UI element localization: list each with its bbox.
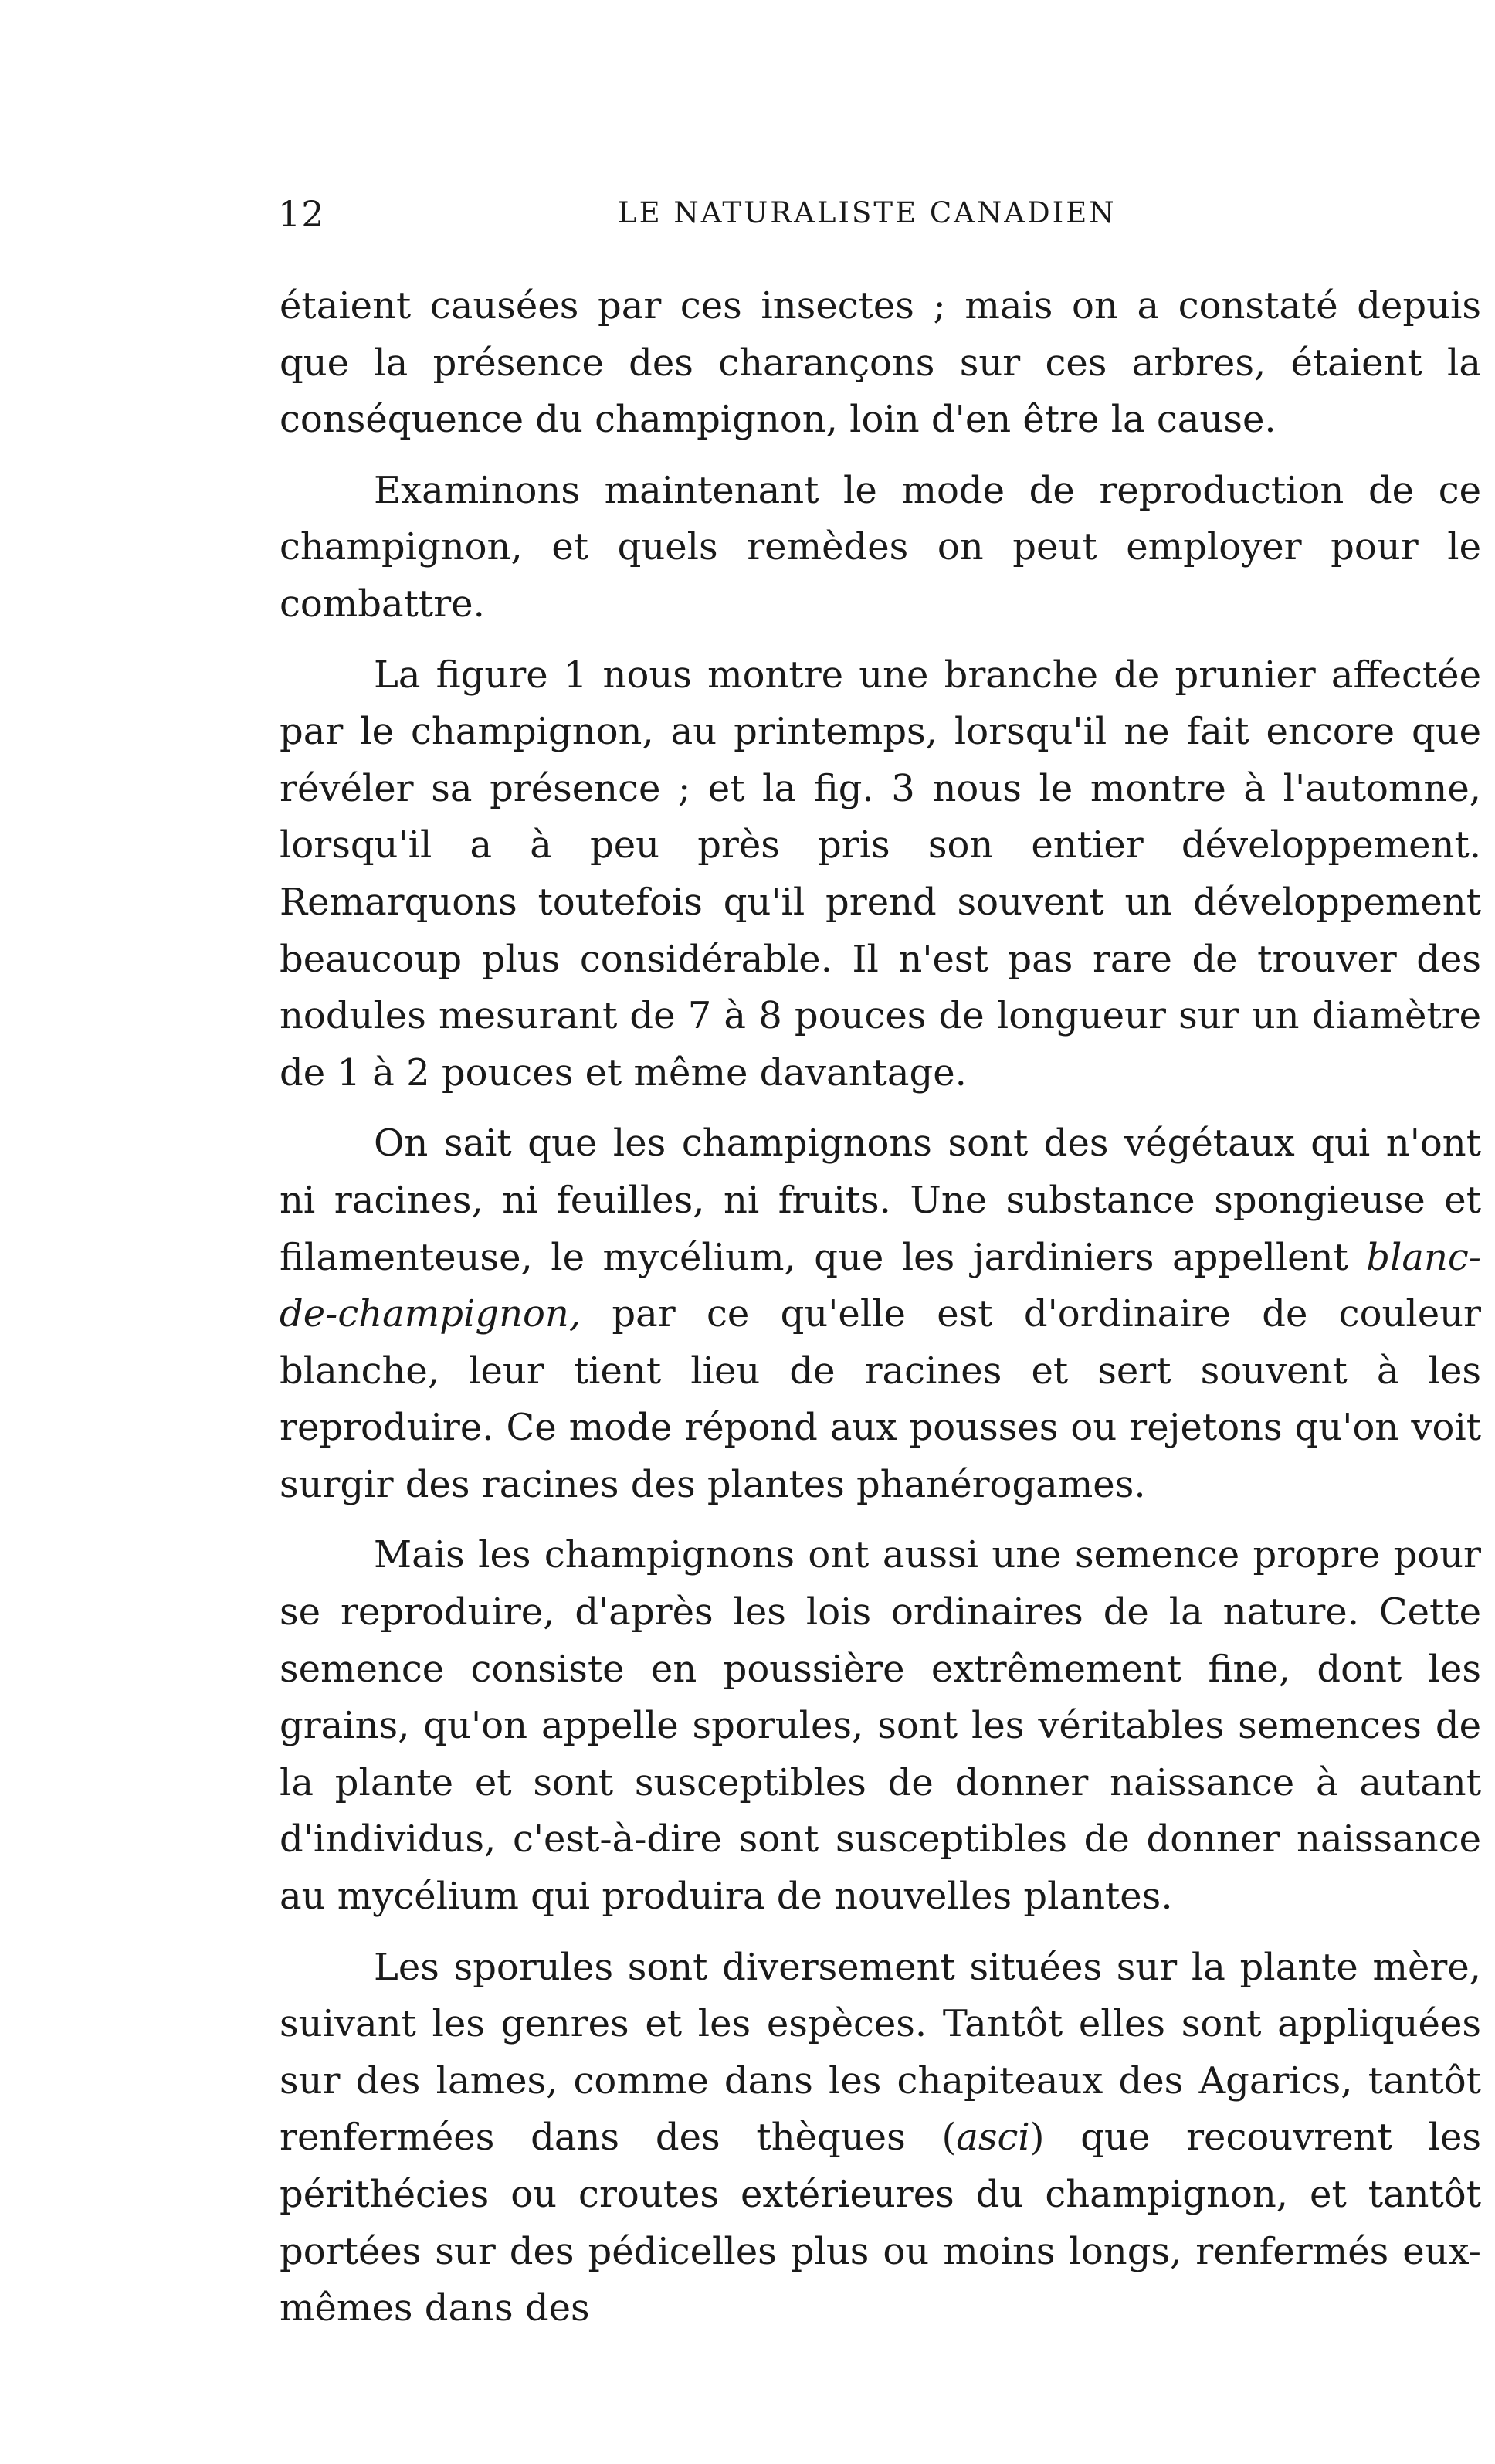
paragraph-6-text-after: ) que recouvrent les périthécies ou croutes extérieures du champignon, et tantôt portées sur des pédicelles plus ou moins longs, renfermés eux-mêmes dans des: [280, 2116, 1482, 2330]
paragraph-6-text-before: Les sporules sont diversement situées sur la plante mère, suivant les genres et les espèces. Tantôt elles sont appliquées sur des lames, comme dans les chapiteaux des Agarics, tantôt renfermées dans des thèques (: [280, 1945, 1481, 2160]
paragraph-6: [280, 1940, 1481, 2337]
paragraph-3: La figure 1 nous montre une branche de prunier affectée par le champignon, au printemps, lorsqu'il ne fait encore que révéler sa présence ; et la fig. 3 nous le montre à l'automne, lorsqu'il a à peu près pris son entier développement. Remarquons toutefois qu'il prend souvent un développement beaucoup plus considérable. Il n'est pas rare de trouver des nodules mesurant de 7 à 8 pouces de longueur sur un diamètre de 1 à 2 pouces et même davantage.: [280, 653, 1481, 1095]
paragraph-1: étaient causées par ces insectes ; mais on a constaté depuis que la présence des charançons sur ces arbres, étaient la conséquence du champignon, loin d'en être la cause.: [280, 284, 1481, 442]
page-number: 12: [278, 193, 325, 235]
paragraph-4-text-before: On sait que les champignons sont des végétaux qui n'ont ni racines, ni feuilles, ni fruits. Une substance spongieuse et filamenteuse, le mycélium, que les jardiniers appellent: [280, 1122, 1481, 1279]
paragraph-6-italic: asci: [956, 2116, 1030, 2160]
paragraph-5: Mais les champignons ont aussi une semence propre pour se reproduire, d'après les lois ordinaires de la nature. Cette semence consiste en poussière extrêmement fine, dont les grains, qu'on appelle sporules, sont les véritables semences de la plante et sont susceptibles de donner naissance à autant d'individus, c'est-à-dire sont susceptibles de donner naissance au mycélium qui produira de nouvelles plantes.: [280, 1533, 1481, 1919]
page-header: [278, 193, 1483, 247]
body-text: [280, 278, 1481, 2337]
paragraph-4-italic: blanc-de-champignon,: [280, 1235, 1481, 1336]
paragraph-4: [280, 1115, 1481, 1513]
running-head: LE NATURALISTE CANADIEN: [618, 196, 1117, 229]
paragraph-4-text-after: par ce qu'elle est d'ordinaire de couleur blanche, leur tient lieu de racines et sert souvent à les reproduire. Ce mode répond aux pousses ou rejetons qu'on voit surgir des racines des plantes phanérogames.: [280, 1292, 1481, 1506]
paragraph-2: Examinons maintenant le mode de reproduction de ce champignon, et quels remèdes on peut employer pour le combattre.: [280, 468, 1481, 626]
